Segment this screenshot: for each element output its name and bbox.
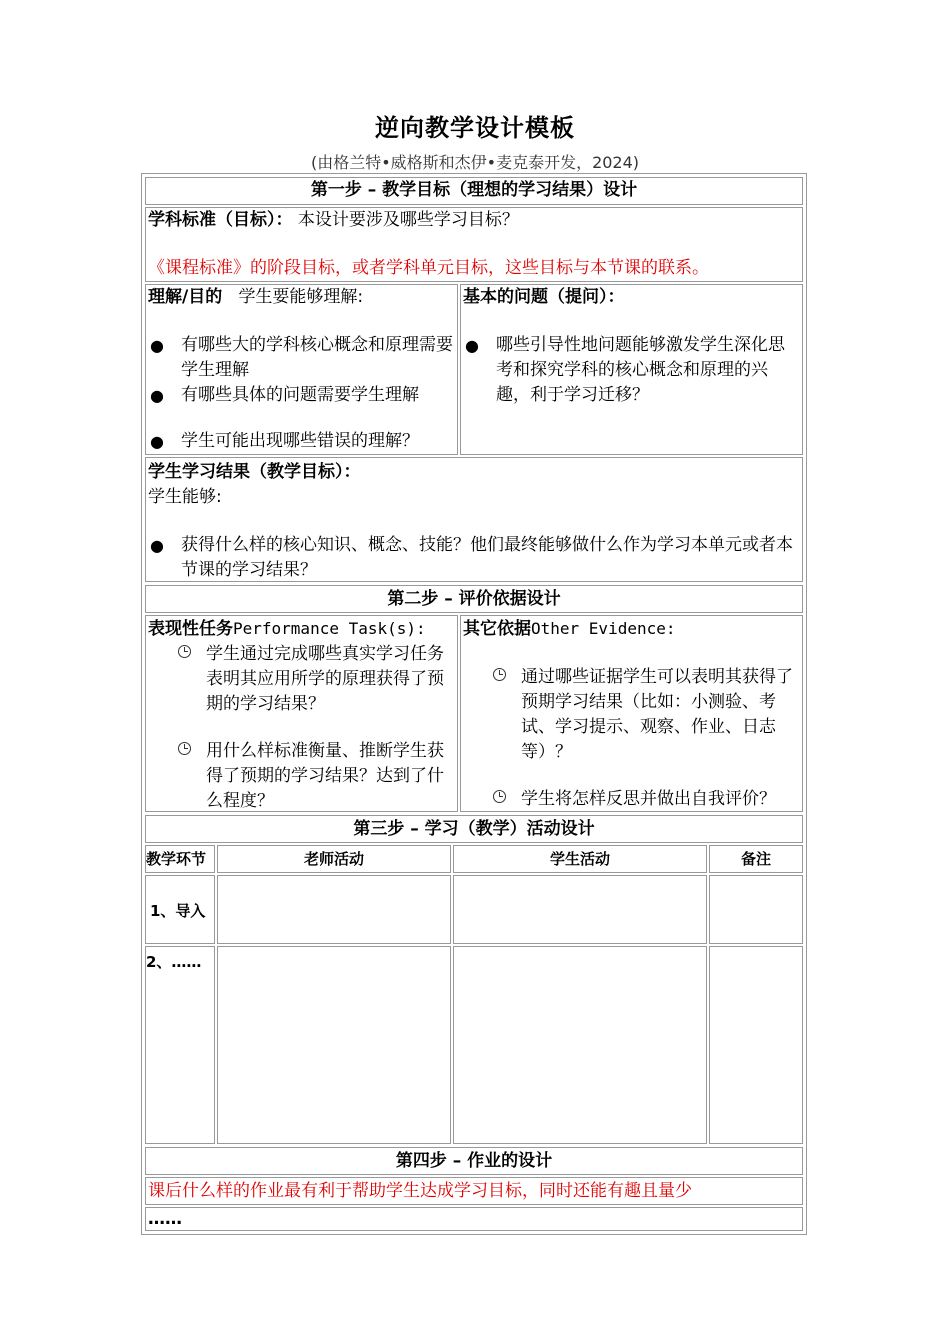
understanding-item: ● 学生可能出现哪些错误的理解？ (148, 429, 455, 454)
essential-questions-cell (460, 284, 803, 455)
document-subtitle: (由格兰特•威格斯和杰伊•麦克泰开发，2024) (310, 153, 640, 172)
task-item: 用什么样标准衡量、推断学生获得了预期的学习结果？达到了什么程度？ (148, 739, 455, 812)
understanding-cell (145, 284, 458, 455)
clock-icon (178, 645, 191, 658)
evidence-item: 通过哪些证据学生可以表明其获得了预期学习结果（比如：小测验、考试、学习提示、观察、作业、日志等）？ (463, 665, 800, 765)
evidence-item: 学生将怎样反思并做出自我评价？ (463, 787, 800, 812)
bullet-icon: ● (150, 386, 164, 405)
clock-icon (493, 668, 506, 681)
understanding-intro: 学生要能够理解: (238, 287, 364, 307)
student-activity-cell[interactable] (453, 946, 707, 1144)
teacher-activity-cell[interactable] (217, 946, 451, 1144)
learning-outcomes-cell (145, 457, 803, 582)
step1-header: 第一步 – 教学目标（理想的学习结果）设计 (145, 177, 803, 205)
homework-ellipsis: …… (145, 1207, 803, 1231)
standard-note: 《课程标准》的阶段目标，或者学科单元目标，这些目标与本节课的联系。 (148, 258, 709, 278)
clock-icon (493, 790, 506, 803)
clock-icon (178, 742, 191, 755)
standard-label: 学科标准（目标）： (148, 210, 293, 230)
understanding-label: 理解/目的 (148, 287, 223, 307)
task-label: 表现性任务 (148, 619, 233, 639)
notes-cell[interactable] (709, 875, 803, 944)
table-row-label: 2、…… (145, 946, 215, 1144)
bullet-icon: ● (150, 536, 164, 555)
other-evidence-cell (460, 615, 803, 812)
evidence-label-en: Other Evidence: (531, 619, 676, 638)
step4-header: 第四步 – 作业的设计 (145, 1147, 803, 1175)
outcomes-item: ● 获得什么样的核心知识、概念、技能？他们最终能够做什么作为学习本单元或者本节课的学习结果？ (150, 535, 793, 580)
evidence-label: 其它依据 (463, 619, 531, 639)
understanding-item: ● 有哪些具体的问题需要学生理解 (148, 383, 455, 408)
column-header-stage: 教学环节 (145, 845, 215, 873)
performance-task-cell (145, 615, 458, 812)
outcomes-label: 学生学习结果（教学目标）： (148, 462, 361, 482)
homework-note: 课后什么样的作业最有利于帮助学生达成学习目标，同时还能有趣且量少 (145, 1177, 803, 1205)
teacher-activity-cell[interactable] (217, 875, 451, 944)
task-item: 学生通过完成哪些真实学习任务表明其应用所学的原理获得了预期的学习结果？ (148, 642, 455, 717)
bullet-icon: ● (150, 432, 164, 451)
understanding-item: ● 有哪些大的学科核心概念和原理需要学生理解 (150, 335, 453, 380)
student-activity-cell[interactable] (453, 875, 707, 944)
subject-standard-cell (145, 207, 803, 282)
bullet-icon: ● (465, 336, 479, 355)
essential-item: ● 哪些引导性地问题能够激发学生深化思考和探究学科的核心概念和原理的兴趣，利于学习迁移？ (465, 335, 785, 405)
standard-question: 本设计要涉及哪些学习目标？ (297, 210, 519, 230)
column-header-notes: 备注 (709, 845, 803, 873)
bullet-icon: ● (150, 336, 164, 355)
step3-header: 第三步 – 学习（教学）活动设计 (145, 815, 803, 843)
step2-header: 第二步 – 评价依据设计 (145, 585, 803, 613)
outcomes-intro: 学生能够: (148, 487, 222, 507)
notes-cell[interactable] (709, 946, 803, 1144)
column-header-student: 学生活动 (453, 845, 707, 873)
table-row-label: 1、导入 (145, 875, 215, 944)
task-label-en: Performance Task(s): (233, 619, 426, 638)
essential-label: 基本的问题（提问）： (463, 287, 625, 307)
column-header-teacher: 老师活动 (217, 845, 451, 873)
document-title: 逆向教学设计模板 (375, 114, 575, 142)
